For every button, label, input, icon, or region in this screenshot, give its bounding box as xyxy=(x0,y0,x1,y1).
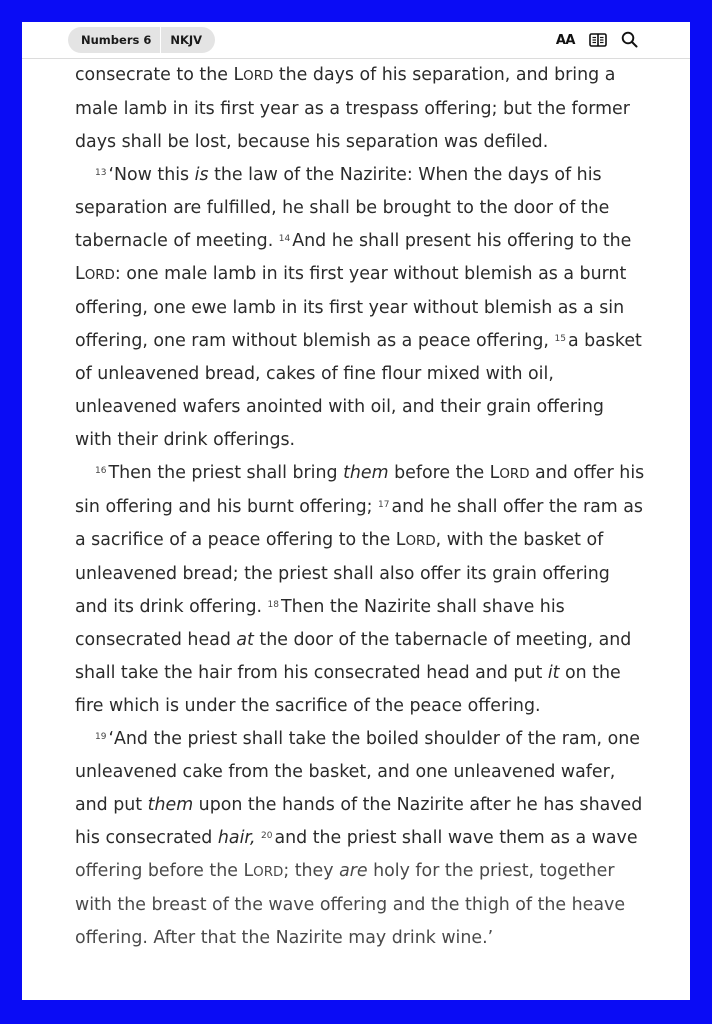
lord-small-caps: LORD xyxy=(395,530,436,550)
paragraph-continuation xyxy=(75,59,645,159)
verse-number[interactable]: 15 xyxy=(554,334,566,344)
paragraph-verse-19: $^{19}$ ‘And the priest shall take the boiled shoulder of the ram, one unleavened cake from the basket, and one unleavened wafer, and put them upon the hands of the Nazirite after he has shaved his consecrated hair, $^{20}$ and the priest shall wave them as a wave offering before the LORD; they are holy for the priest, together with the breast of the wave offering and the thigh of the heave offering. After that the Nazirite may drink wine.’ xyxy=(75,729,643,948)
verse-number[interactable]: 16 xyxy=(95,466,107,476)
verse-number[interactable]: 18 xyxy=(267,600,279,610)
lord-small-caps: LORD xyxy=(75,264,115,284)
verse-number[interactable]: 13 xyxy=(95,168,107,178)
lord-small-caps: LORD xyxy=(489,463,530,483)
verse-text: the days of his separation, and bring a male lamb in its first year as a trespass offering; but the former days shall be lost, because his separation was defiled. xyxy=(75,65,630,152)
verse-number[interactable]: 17 xyxy=(378,500,390,510)
lord-small-caps: LORD xyxy=(233,65,274,85)
reader-window xyxy=(22,22,690,1000)
verse-text: consecrate to the xyxy=(75,65,234,85)
paragraph-verse-16: $^{16}$ Then the priest shall bring them before the LORD and offer his sin offering and his burnt offering; $^{17}$ and he shall offer the ram as a sacrifice of a peace offering to the LORD, with the basket of unleavened bread; the priest shall also offer its grain offering and its drink offering. $^{18}$ Then the Nazirite shall shave his consecrated head at the door of the tabernacle of meeting, and shall take the hair from his consecrated head and put it on the fire which is under the sacrifice of the peace offering. xyxy=(75,463,645,716)
reader-toolbar xyxy=(22,22,690,59)
toolbar-icons xyxy=(556,31,638,51)
book-chapter-button[interactable]: Numbers 6 xyxy=(81,33,152,47)
verse-number[interactable]: 14 xyxy=(278,234,291,244)
translation-button[interactable]: NKJV xyxy=(170,33,203,47)
lord-small-caps: LORD xyxy=(243,861,284,881)
verse-number[interactable]: 20 xyxy=(261,831,273,841)
font-size-icon[interactable]: AA xyxy=(555,33,575,48)
search-icon[interactable] xyxy=(621,31,638,52)
scripture-text xyxy=(75,59,645,955)
paragraph-verse-13: $^{13}$ ‘Now this is the law of the Nazirite: When the days of his separation are fulfilled, he shall be brought to the door of the tabernacle of meeting. $^{14}$ And he shall present his offering to the LORD: one male lamb in its first year without blemish as a burnt offering, one ewe lamb in its first year without blemish as a sin offering, one ram without blemish as a peace offering, $^{15}$ a basket of unleavened bread, cakes of fine flour mixed with oil, unleavened wafers anointed with oil, and their grain offering with their drink offerings. xyxy=(75,165,642,450)
book-icon[interactable] xyxy=(589,32,607,51)
verse-number[interactable]: 19 xyxy=(95,732,107,742)
passage-selector xyxy=(68,27,215,53)
